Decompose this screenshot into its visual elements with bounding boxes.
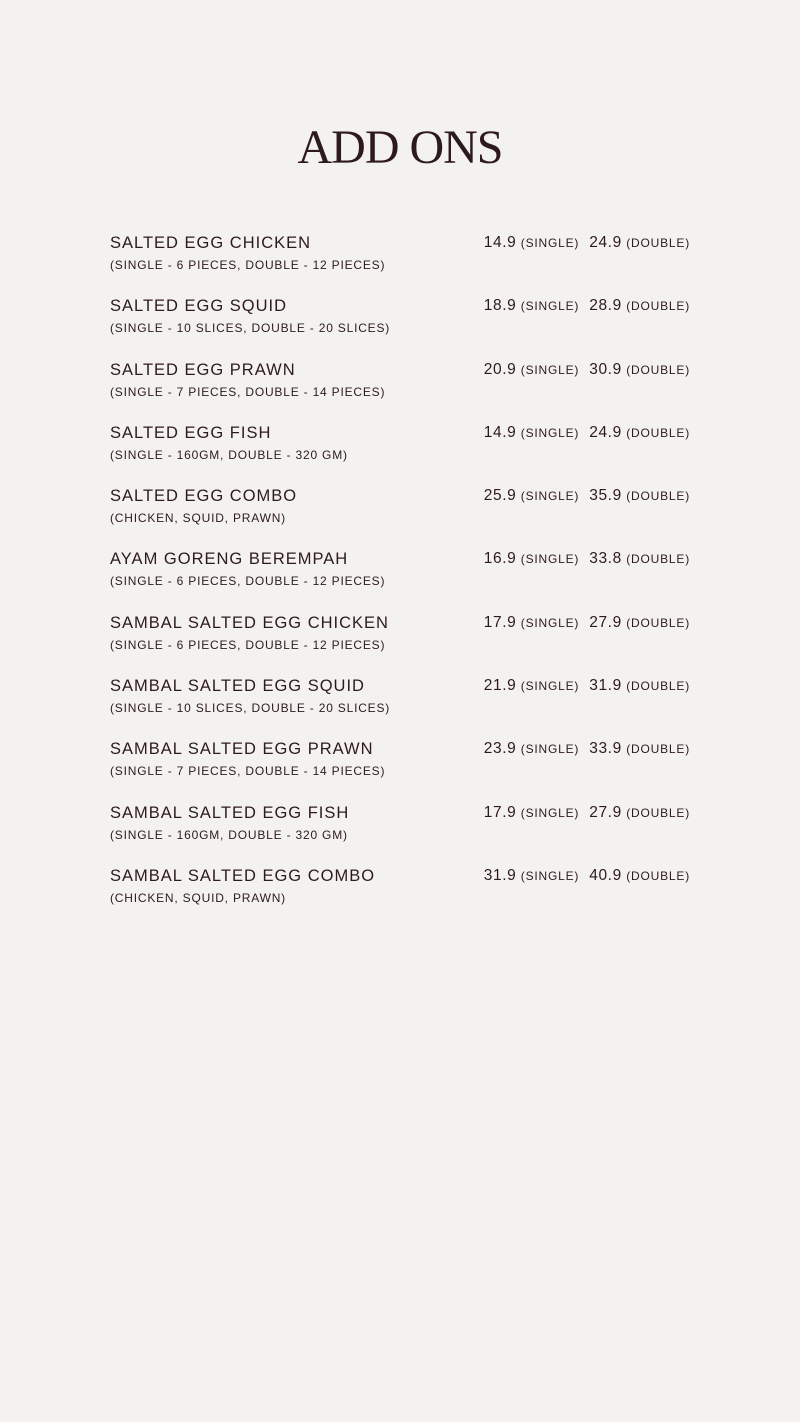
item-name: SAMBAL SALTED EGG SQUID — [110, 677, 365, 696]
menu-item — [110, 359, 690, 422]
double-label: (DOUBLE) — [626, 362, 690, 377]
item-description: (SINGLE - 7 PIECES, DOUBLE - 14 PIECES) — [110, 764, 386, 779]
double-label: (DOUBLE) — [626, 615, 690, 630]
item-prices — [484, 295, 690, 317]
single-label: (SINGLE) — [520, 742, 580, 757]
item-description: (CHICKEN, SQUID, PRAWN) — [110, 511, 286, 526]
item-name: SALTED EGG COMBO — [110, 487, 298, 506]
menu-item — [110, 802, 690, 865]
double-price: 40.9 — [589, 866, 622, 884]
menu-item — [110, 738, 690, 801]
item-name: SALTED EGG SQUID — [110, 297, 288, 316]
menu-item — [110, 232, 690, 295]
single-label: (SINGLE) — [520, 236, 580, 250]
double-price: 31.9 — [589, 677, 622, 695]
double-price: 27.9 — [589, 613, 622, 631]
add-ons-menu — [110, 232, 690, 928]
single-price: 31.9 — [483, 866, 517, 884]
item-description: (SINGLE - 10 SLICES, DOUBLE - 20 SLICES) — [110, 701, 391, 716]
item-description: (SINGLE - 6 PIECES, DOUBLE - 12 PIECES) — [110, 637, 386, 652]
double-price: 33.9 — [589, 740, 622, 758]
double-price: 28.9 — [589, 297, 622, 315]
single-label: (SINGLE) — [520, 868, 580, 883]
item-prices — [484, 738, 690, 760]
item-name: SALTED EGG FISH — [110, 423, 272, 442]
single-label: (SINGLE) — [520, 299, 580, 314]
menu-item — [110, 485, 690, 548]
single-price: 23.9 — [483, 740, 517, 758]
item-description: (SINGLE - 10 SLICES, DOUBLE - 20 SLICES) — [110, 321, 391, 336]
single-label: (SINGLE) — [520, 552, 580, 567]
single-label: (SINGLE) — [520, 489, 580, 504]
single-price: 14.9 — [483, 234, 517, 251]
item-prices — [484, 612, 690, 634]
double-label: (DOUBLE) — [626, 679, 690, 694]
double-price: 27.9 — [589, 803, 622, 821]
double-label: (DOUBLE) — [626, 489, 690, 504]
double-label: (DOUBLE) — [626, 299, 690, 314]
item-description: (SINGLE - 160GM, DOUBLE - 320 GM) — [110, 827, 348, 842]
item-name: SALTED EGG CHICKEN — [110, 234, 312, 252]
item-prices — [484, 359, 690, 381]
item-prices — [484, 865, 690, 887]
single-price: 17.9 — [483, 803, 517, 821]
item-prices — [484, 548, 690, 570]
item-name: SAMBAL SALTED EGG PRAWN — [110, 740, 374, 759]
item-name: SAMBAL SALTED EGG CHICKEN — [110, 613, 389, 632]
single-price: 20.9 — [483, 360, 517, 378]
double-price: 33.8 — [589, 550, 622, 568]
item-name: SAMBAL SALTED EGG COMBO — [110, 866, 376, 885]
item-description: (SINGLE - 6 PIECES, DOUBLE - 12 PIECES) — [110, 574, 386, 589]
item-description: (CHICKEN, SQUID, PRAWN) — [110, 890, 286, 905]
menu-item — [110, 422, 690, 485]
double-label: (DOUBLE) — [626, 805, 690, 820]
double-price: 24.9 — [589, 234, 622, 251]
item-prices — [484, 232, 690, 254]
single-label: (SINGLE) — [520, 679, 580, 694]
menu-item — [110, 548, 690, 611]
item-description: (SINGLE - 7 PIECES, DOUBLE - 14 PIECES) — [110, 384, 386, 399]
single-price: 14.9 — [483, 423, 517, 441]
item-name: SAMBAL SALTED EGG FISH — [110, 803, 350, 822]
single-label: (SINGLE) — [520, 425, 580, 440]
double-label: (DOUBLE) — [626, 742, 690, 757]
double-label: (DOUBLE) — [626, 552, 690, 567]
menu-item — [110, 865, 690, 928]
menu-item — [110, 675, 690, 738]
single-price: 21.9 — [483, 677, 517, 695]
item-prices — [484, 422, 690, 444]
double-price: 24.9 — [589, 423, 622, 441]
item-prices — [484, 802, 690, 824]
single-price: 16.9 — [483, 550, 517, 568]
double-price: 30.9 — [589, 360, 622, 378]
item-description: (SINGLE - 160GM, DOUBLE - 320 GM) — [110, 447, 348, 462]
single-price: 17.9 — [483, 613, 517, 631]
menu-item — [110, 295, 690, 358]
single-price: 18.9 — [483, 297, 517, 315]
item-description: (SINGLE - 6 PIECES, DOUBLE - 12 PIECES) — [110, 258, 386, 272]
double-label: (DOUBLE) — [626, 425, 690, 440]
item-name: AYAM GORENG BEREMPAH — [110, 550, 349, 569]
single-label: (SINGLE) — [520, 615, 580, 630]
single-price: 25.9 — [483, 487, 517, 505]
double-label: (DOUBLE) — [626, 236, 690, 250]
single-label: (SINGLE) — [520, 805, 580, 820]
item-name: SALTED EGG PRAWN — [110, 360, 296, 379]
page-title: ADD ONS — [297, 121, 503, 174]
double-price: 35.9 — [589, 487, 622, 505]
item-prices — [484, 485, 690, 507]
double-label: (DOUBLE) — [626, 868, 690, 883]
menu-item — [110, 612, 690, 675]
single-label: (SINGLE) — [520, 362, 580, 377]
item-prices — [484, 675, 690, 697]
